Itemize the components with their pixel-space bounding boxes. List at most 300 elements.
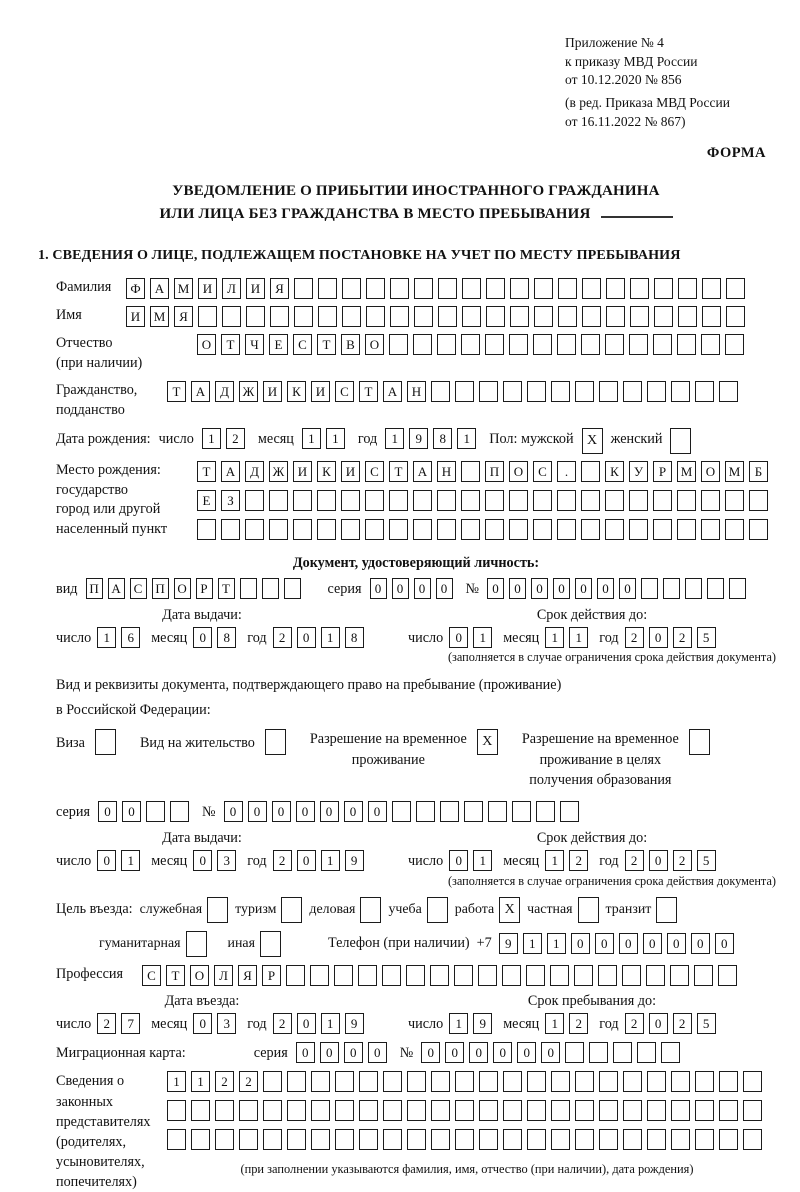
- form-cell: [534, 278, 553, 299]
- form-cell: [551, 1100, 570, 1121]
- form-cell: И: [198, 278, 217, 299]
- form-cell: [533, 519, 552, 540]
- form-cell: [613, 1042, 632, 1063]
- representatives-row1: [167, 1071, 767, 1092]
- form-cell: [726, 278, 745, 299]
- form-cell: [365, 490, 384, 511]
- form-cell: 2: [673, 1013, 692, 1034]
- form-cell: [503, 381, 522, 402]
- purpose-row2-phone: [99, 931, 776, 957]
- field-birth-date: [56, 428, 776, 454]
- form-cell: [533, 490, 552, 511]
- form-cell: [719, 1100, 738, 1121]
- form-cell: 0: [575, 578, 592, 599]
- form-cell: [503, 1129, 522, 1150]
- form-cell: 0: [571, 933, 590, 954]
- form-cell: [486, 306, 505, 327]
- form-cell: [246, 306, 265, 327]
- form-cell: [437, 519, 456, 540]
- form-cell: [630, 278, 649, 299]
- purpose-item: учеба: [388, 897, 447, 923]
- migration-number-cells: [421, 1042, 685, 1063]
- form-cell: [407, 1071, 426, 1092]
- form-cell: Д: [245, 461, 264, 482]
- form-cell: 1: [202, 428, 221, 449]
- doc-number-label: №: [465, 580, 480, 597]
- form-cell: 0: [368, 1042, 387, 1063]
- form-cell: [294, 278, 313, 299]
- form-cell: 2: [226, 428, 245, 449]
- purpose-checkbox-work: [499, 897, 520, 923]
- form-cell: [382, 965, 401, 986]
- form-cell: [269, 519, 288, 540]
- expiry-date-title: Срок действия до:: [536, 606, 648, 623]
- form-cell: Т: [317, 334, 336, 355]
- form-cell: Р: [262, 965, 281, 986]
- birth-place-cells: [197, 461, 773, 548]
- sex-male-label: Пол: мужской: [489, 430, 574, 447]
- identity-doc-heading: Документ, удостоверяющий личность:: [292, 554, 540, 571]
- form-cell: [461, 334, 480, 355]
- visa-checkbox: [95, 729, 116, 755]
- form-cell: 9: [345, 850, 364, 871]
- form-cell: [551, 1071, 570, 1092]
- form-cell: Р: [653, 461, 672, 482]
- form-cell: [725, 519, 744, 540]
- form-cell: [365, 519, 384, 540]
- entry-date: число 2 7 месяц 0 3 год 2 0 1 9: [56, 1013, 408, 1035]
- form-cell: [701, 490, 720, 511]
- stay-until-date: число 1 9 месяц 1 2 год 2 0 2 5: [408, 1013, 776, 1035]
- form-cell: В: [341, 334, 360, 355]
- representatives-row2: [167, 1100, 767, 1121]
- form-cell: [431, 1100, 450, 1121]
- form-cell: [317, 519, 336, 540]
- day-label: число: [158, 430, 194, 447]
- form-cell: [245, 490, 264, 511]
- form-cell: И: [263, 381, 282, 402]
- purpose-item: туризм: [235, 897, 302, 923]
- field-identity-doc: [56, 578, 776, 600]
- form-cell: 0: [619, 933, 638, 954]
- form-cell: 1: [385, 428, 404, 449]
- form-cell: 8: [433, 428, 452, 449]
- form-cell: [311, 1129, 330, 1150]
- birth-place-row1: [197, 461, 773, 482]
- appendix-line-1: Приложение № 4: [565, 35, 664, 50]
- form-cell: [427, 897, 448, 923]
- form-cell: [719, 1129, 738, 1150]
- form-cell: [509, 519, 528, 540]
- form-cell: 0: [436, 578, 453, 599]
- form-cell: [695, 1129, 714, 1150]
- form-cell: [718, 965, 737, 986]
- form-cell: 0: [193, 1013, 212, 1034]
- form-cell: 1: [121, 850, 140, 871]
- form-cell: 2: [97, 1013, 116, 1034]
- form-cell: [663, 578, 680, 599]
- form-cell: Ж: [269, 461, 288, 482]
- form-cell: С: [142, 965, 161, 986]
- form-cell: [440, 801, 459, 822]
- form-cell: [317, 490, 336, 511]
- form-cell: [413, 519, 432, 540]
- purpose-item: транзит: [606, 897, 678, 923]
- form-cell: [510, 306, 529, 327]
- doc-series-cells: [370, 578, 458, 599]
- form-cell: [389, 490, 408, 511]
- form-cell: Я: [174, 306, 193, 327]
- form-cell: М: [150, 306, 169, 327]
- form-cell: [366, 278, 385, 299]
- form-cell: 1: [302, 428, 321, 449]
- purpose-checkbox: [427, 897, 448, 923]
- form-cell: [656, 897, 677, 923]
- form-cell: 0: [368, 801, 387, 822]
- form-cell: [359, 1129, 378, 1150]
- form-cell: 0: [487, 578, 504, 599]
- form-cell: 0: [715, 933, 734, 954]
- form-cell: [743, 1129, 762, 1150]
- form-cell: [485, 519, 504, 540]
- form-cell: [677, 519, 696, 540]
- form-cell: К: [605, 461, 624, 482]
- form-cell: 2: [273, 1013, 292, 1034]
- form-cell: [605, 334, 624, 355]
- form-cell: 0: [449, 850, 468, 871]
- doc-number-cells: [487, 578, 751, 599]
- form-cell: [581, 334, 600, 355]
- form-cell: [551, 1129, 570, 1150]
- form-cell: 2: [273, 627, 292, 648]
- form-cell: [671, 1129, 690, 1150]
- form-cell: [670, 428, 691, 454]
- form-cell: А: [383, 381, 402, 402]
- form-cell: [461, 461, 480, 482]
- issue-date: число 1 6 месяц 0 8 год 2 0 1 8: [56, 627, 408, 649]
- form-cell: [719, 381, 738, 402]
- form-cell: [551, 381, 570, 402]
- form-cell: [623, 381, 642, 402]
- form-cell: [629, 334, 648, 355]
- form-cell: 9: [409, 428, 428, 449]
- form-title-line2: ИЛИ ЛИЦА БЕЗ ГРАЖДАНСТВА В МЕСТО ПРЕБЫВАНИЯ: [159, 205, 591, 222]
- purpose-checkbox: [578, 897, 599, 923]
- form-cell: 0: [297, 1013, 316, 1034]
- form-cell: [599, 1071, 618, 1092]
- birth-month-cells: [302, 428, 350, 449]
- birth-day-cells: [202, 428, 250, 449]
- form-cell: [488, 801, 507, 822]
- birth-place-row3: [197, 519, 773, 540]
- doc-series-label: серия: [327, 580, 362, 597]
- form-cell: [383, 1100, 402, 1121]
- form-cell: [407, 1100, 426, 1121]
- form-cell: [749, 490, 768, 511]
- purpose-item-work: работа X: [455, 897, 520, 923]
- purpose-checkbox: [260, 931, 281, 957]
- form-cell: [318, 278, 337, 299]
- form-cell: [287, 1129, 306, 1150]
- form-cell: З: [221, 490, 240, 511]
- form-cell: [694, 965, 713, 986]
- purpose-item: частная: [527, 897, 598, 923]
- birth-year-cells: [385, 428, 481, 449]
- form-cell: [581, 490, 600, 511]
- residence-expiry-note: (заполняется в случае ограничения срока действия документа): [447, 873, 776, 888]
- form-cell: [198, 306, 217, 327]
- form-cell: [599, 1100, 618, 1121]
- form-cell: 5: [697, 627, 716, 648]
- form-cell: 2: [625, 1013, 644, 1034]
- form-cell: [294, 306, 313, 327]
- representatives-cells: [167, 1071, 767, 1177]
- form-cell: [653, 519, 672, 540]
- form-cell: [598, 965, 617, 986]
- form-cell: 0: [272, 801, 291, 822]
- migration-card-label: Миграционная карта:: [56, 1045, 186, 1062]
- purpose-checkbox: [281, 897, 302, 923]
- form-cell: 0: [224, 801, 243, 822]
- purpose-checkbox: [360, 897, 381, 923]
- form-cell: Р: [196, 578, 213, 599]
- form-cell: 9: [473, 1013, 492, 1034]
- form-cell: И: [293, 461, 312, 482]
- form-cell: Б: [749, 461, 768, 482]
- form-cell: [689, 729, 710, 755]
- form-cell: [534, 306, 553, 327]
- form-cell: [581, 519, 600, 540]
- form-cell: [334, 965, 353, 986]
- month-label: месяц: [257, 430, 294, 447]
- form-cell: [406, 965, 425, 986]
- form-cell: [464, 801, 483, 822]
- form-cell: [479, 381, 498, 402]
- visa-label: Виза: [56, 735, 85, 752]
- form-cell: [215, 1129, 234, 1150]
- form-cell: [574, 965, 593, 986]
- form-cell: [647, 1129, 666, 1150]
- form-cell: Я: [238, 965, 257, 986]
- form-cell: [95, 729, 116, 755]
- form-cell: [629, 519, 648, 540]
- form-cell: 0: [649, 850, 668, 871]
- form-cell: [661, 1042, 680, 1063]
- form-cell: О: [509, 461, 528, 482]
- form-cell: С: [293, 334, 312, 355]
- form-cell: [654, 278, 673, 299]
- form-cell: [390, 306, 409, 327]
- expiry-date: число 0 1 месяц 1 1 год 2 0 2 5: [408, 627, 776, 649]
- form-cell: 0: [122, 801, 141, 822]
- form-cell: [641, 578, 658, 599]
- form-cell: [575, 381, 594, 402]
- form-cell: [341, 490, 360, 511]
- migration-series-label: серия: [253, 1045, 288, 1062]
- form-cell: [502, 965, 521, 986]
- form-cell: [461, 490, 480, 511]
- form-cell: [287, 1071, 306, 1092]
- form-title-line1: УВЕДОМЛЕНИЕ О ПРИБЫТИИ ИНОСТРАННОГО ГРАЖДАНИНА: [172, 183, 660, 200]
- form-cell: [462, 306, 481, 327]
- form-cell: [557, 490, 576, 511]
- form-cell: 0: [344, 1042, 363, 1063]
- form-cell: [416, 801, 435, 822]
- form-cell: [455, 381, 474, 402]
- form-cell: А: [221, 461, 240, 482]
- form-cell: [240, 578, 257, 599]
- form-cell: [437, 490, 456, 511]
- form-cell: И: [126, 306, 145, 327]
- appendix-line-2: к приказу МВД России: [565, 53, 698, 69]
- form-cell: [265, 729, 286, 755]
- form-cell: X: [477, 729, 498, 755]
- form-cell: [414, 278, 433, 299]
- form-cell: [536, 801, 555, 822]
- birth-place-row2: [197, 490, 773, 511]
- form-cell: [186, 931, 207, 957]
- form-cell: [191, 1100, 210, 1121]
- form-title: [56, 180, 776, 225]
- form-cell: 0: [248, 801, 267, 822]
- form-cell: Я: [270, 278, 289, 299]
- form-cell: [455, 1129, 474, 1150]
- form-cell: [647, 1071, 666, 1092]
- form-cell: Ж: [239, 381, 258, 402]
- form-cell: [455, 1100, 474, 1121]
- form-cell: [509, 334, 528, 355]
- section1-heading: 1. СВЕДЕНИЯ О ЛИЦЕ, ПОДЛЕЖАЩЕМ ПОСТАНОВКЕ НА УЧЕТ ПО МЕСТУ ПРЕБЫВАНИЯ: [38, 247, 681, 264]
- form-cell: [623, 1129, 642, 1150]
- residence-expiry-date: число 0 1 месяц 1 2 год 2 0 2 5: [408, 850, 776, 872]
- form-cell: 0: [691, 933, 710, 954]
- residence-doc-paragraph: Вид и реквизиты документа, подтверждающего право на пребывание (проживание) в Российской Федерации:: [56, 677, 562, 719]
- form-cell: [281, 897, 302, 923]
- form-cell: 0: [595, 933, 614, 954]
- field-birth-place: [56, 461, 776, 548]
- form-cell: О: [701, 461, 720, 482]
- form-cell: 1: [449, 1013, 468, 1034]
- birth-date-label: Дата рождения:: [56, 430, 151, 447]
- form-cell: [582, 278, 601, 299]
- form-cell: [637, 1042, 656, 1063]
- form-cell: Ф: [126, 278, 145, 299]
- form-cell: 0: [392, 578, 409, 599]
- form-cell: П: [152, 578, 169, 599]
- form-cell: [269, 490, 288, 511]
- field-surname: [56, 278, 776, 299]
- form-cell: [749, 519, 768, 540]
- form-cell: 1: [473, 850, 492, 871]
- form-cell: [707, 578, 724, 599]
- form-cell: [366, 306, 385, 327]
- form-cell: А: [191, 381, 210, 402]
- form-cell: 0: [296, 801, 315, 822]
- form-cell: [284, 578, 301, 599]
- form-cell: Т: [221, 334, 240, 355]
- form-cell: 0: [643, 933, 662, 954]
- form-cell: 0: [193, 850, 212, 871]
- form-cell: [455, 1071, 474, 1092]
- form-cell: 0: [469, 1042, 488, 1063]
- field-name: [56, 306, 776, 327]
- form-cell: 2: [625, 627, 644, 648]
- form-cell: [462, 278, 481, 299]
- form-cell: Н: [407, 381, 426, 402]
- form-cell: [654, 306, 673, 327]
- form-cell: [413, 490, 432, 511]
- form-cell: 0: [320, 1042, 339, 1063]
- form-cell: [239, 1129, 258, 1150]
- form-cell: [342, 278, 361, 299]
- form-cell: К: [317, 461, 336, 482]
- sex-male-checkbox: [582, 428, 603, 454]
- form-cell: [485, 334, 504, 355]
- form-cell: [389, 519, 408, 540]
- form-cell: А: [150, 278, 169, 299]
- vnzh-label: Вид на жительство: [139, 735, 255, 752]
- doc-kind-label: вид: [56, 580, 78, 597]
- form-cell: 1: [545, 1013, 564, 1034]
- year-label: год: [357, 430, 378, 447]
- phone-prefix: +7: [476, 934, 492, 951]
- form-cell: [414, 306, 433, 327]
- form-cell: Е: [269, 334, 288, 355]
- form-cell: [678, 278, 697, 299]
- form-cell: [630, 306, 649, 327]
- sex-female-label: женский: [610, 430, 663, 447]
- form-cell: [167, 1129, 186, 1150]
- birth-place-label: Место рождения: государство город или другой населенный пункт: [56, 461, 168, 538]
- citizenship-cells: [167, 381, 743, 402]
- form-cell: [725, 490, 744, 511]
- residence-doc-series-row: [56, 801, 776, 823]
- form-cell: А: [413, 461, 432, 482]
- form-cell: [146, 801, 165, 822]
- identity-doc-dates: [56, 607, 776, 649]
- form-cell: 2: [673, 627, 692, 648]
- form-cell: [431, 381, 450, 402]
- form-cell: 1: [321, 850, 340, 871]
- form-cell: Т: [218, 578, 235, 599]
- form-cell: [701, 334, 720, 355]
- form-cell: Д: [215, 381, 234, 402]
- surname-cells: [126, 278, 750, 299]
- form-cell: Л: [222, 278, 241, 299]
- rvp-checkbox: [477, 729, 498, 755]
- phone-label: Телефон (при наличии): [327, 934, 470, 951]
- form-cell: [557, 519, 576, 540]
- form-cell: [438, 306, 457, 327]
- form-cell: [222, 306, 241, 327]
- field-profession: [56, 965, 776, 986]
- representatives-label: Сведения о законных представителях (родителях, усыновителях, попечителях): [56, 1073, 151, 1191]
- appendix-reference: [565, 34, 780, 131]
- form-cell: 5: [697, 850, 716, 871]
- form-cell: [677, 334, 696, 355]
- form-cell: [670, 965, 689, 986]
- form-cell: [599, 1129, 618, 1150]
- form-cell: 1: [523, 933, 542, 954]
- form-cell: 0: [531, 578, 548, 599]
- form-cell: [383, 1129, 402, 1150]
- form-cell: [286, 965, 305, 986]
- form-cell: 2: [625, 850, 644, 871]
- form-cell: 0: [98, 801, 117, 822]
- form-cell: [653, 490, 672, 511]
- form-cell: М: [677, 461, 696, 482]
- form-cell: 0: [493, 1042, 512, 1063]
